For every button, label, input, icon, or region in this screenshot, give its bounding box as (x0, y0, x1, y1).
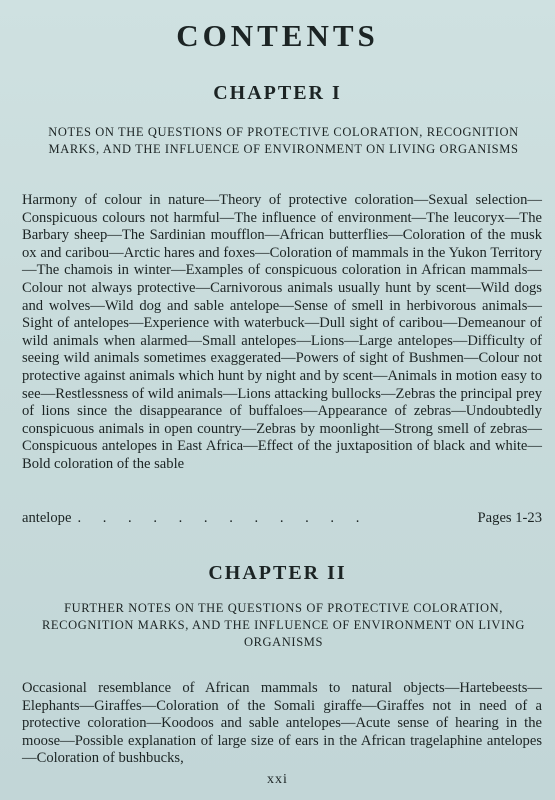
chapter-1-synopsis-tail: antelope (22, 510, 72, 526)
leader-dots: . . . . . . . . . . . . (77, 510, 369, 526)
chapter-1-synopsis: Harmony of colour in nature—Theory of protective coloration—Sexual selection—Conspicuous colours not harmful—The influence of environment—The leucoryx—The Barbary sheep—The Sardinian moufflon—African butterflies—Coloration of the musk ox and caribou—Arctic hares and foxes—Coloration of mammals in the Yukon Territory—The chamois in winter—Examples of conspicuous coloration in African mammals—Colour not always protective—Carnivorous animals usually hunt by scent—Wild dogs and wolves—Wild dog and sable antelope—Sense of smell in herbivorous animals—Sight of antelopes—Experience with waterbuck—Dull sight of caribou—Demeanour of wild animals when alarmed—Small antelopes—Lions—Large antelopes—Difficulty of seeing wild animals sometimes exaggerated—Powers of sight of Bushmen—Colour not protective against animals which hunt by night and by scent—Animals in motion easy to see—Restlessness of wild animals—Lions attacking bullocks—Zebras the principal prey of lions since the disappearance of buffaloes—Appearance of zebras—Undoubtedly conspicuous animals in open country—Zebras by moonlight—Strong smell of zebras—Conspicuous antelopes in East Africa—Effect of the juxtaposition of black and white—Bold coloration of the sable (22, 192, 542, 472)
chapter-2-subtitle: FURTHER NOTES ON THE QUESTIONS OF PROTECTIVE COLORATION, RECOGNITION MARKS, AND THE INFLUENCE OF ENVIRONMENT ON LIVING ORGANISMS (42, 601, 525, 649)
chapter-1-pages-line (22, 510, 542, 528)
chapter-1-pages: Pages 1-23 (477, 510, 542, 526)
page-number: xxi (267, 772, 288, 787)
chapter-1-heading: CHAPTER I (213, 82, 342, 104)
page-title: CONTENTS (176, 18, 379, 53)
chapter-2-synopsis: Occasional resemblance of African mammals to natural objects—Hartebeests—Elephants—Giraffes—Coloration of the Somali giraffe—Giraffes not in need of a protective coloration—Koodoos and sable antelopes—Acute sense of hearing in the moose—Possible explanation of large size of ears in the African tragelaphine antelopes—Coloration of bushbucks, (22, 680, 542, 767)
chapter-2-heading: CHAPTER II (208, 562, 347, 584)
chapter-1-subtitle: NOTES ON THE QUESTIONS OF PROTECTIVE COLORATION, RECOGNITION MARKS, AND THE INFLUENCE OF ENVIRONMENT ON LIVING ORGANISMS (48, 125, 519, 156)
